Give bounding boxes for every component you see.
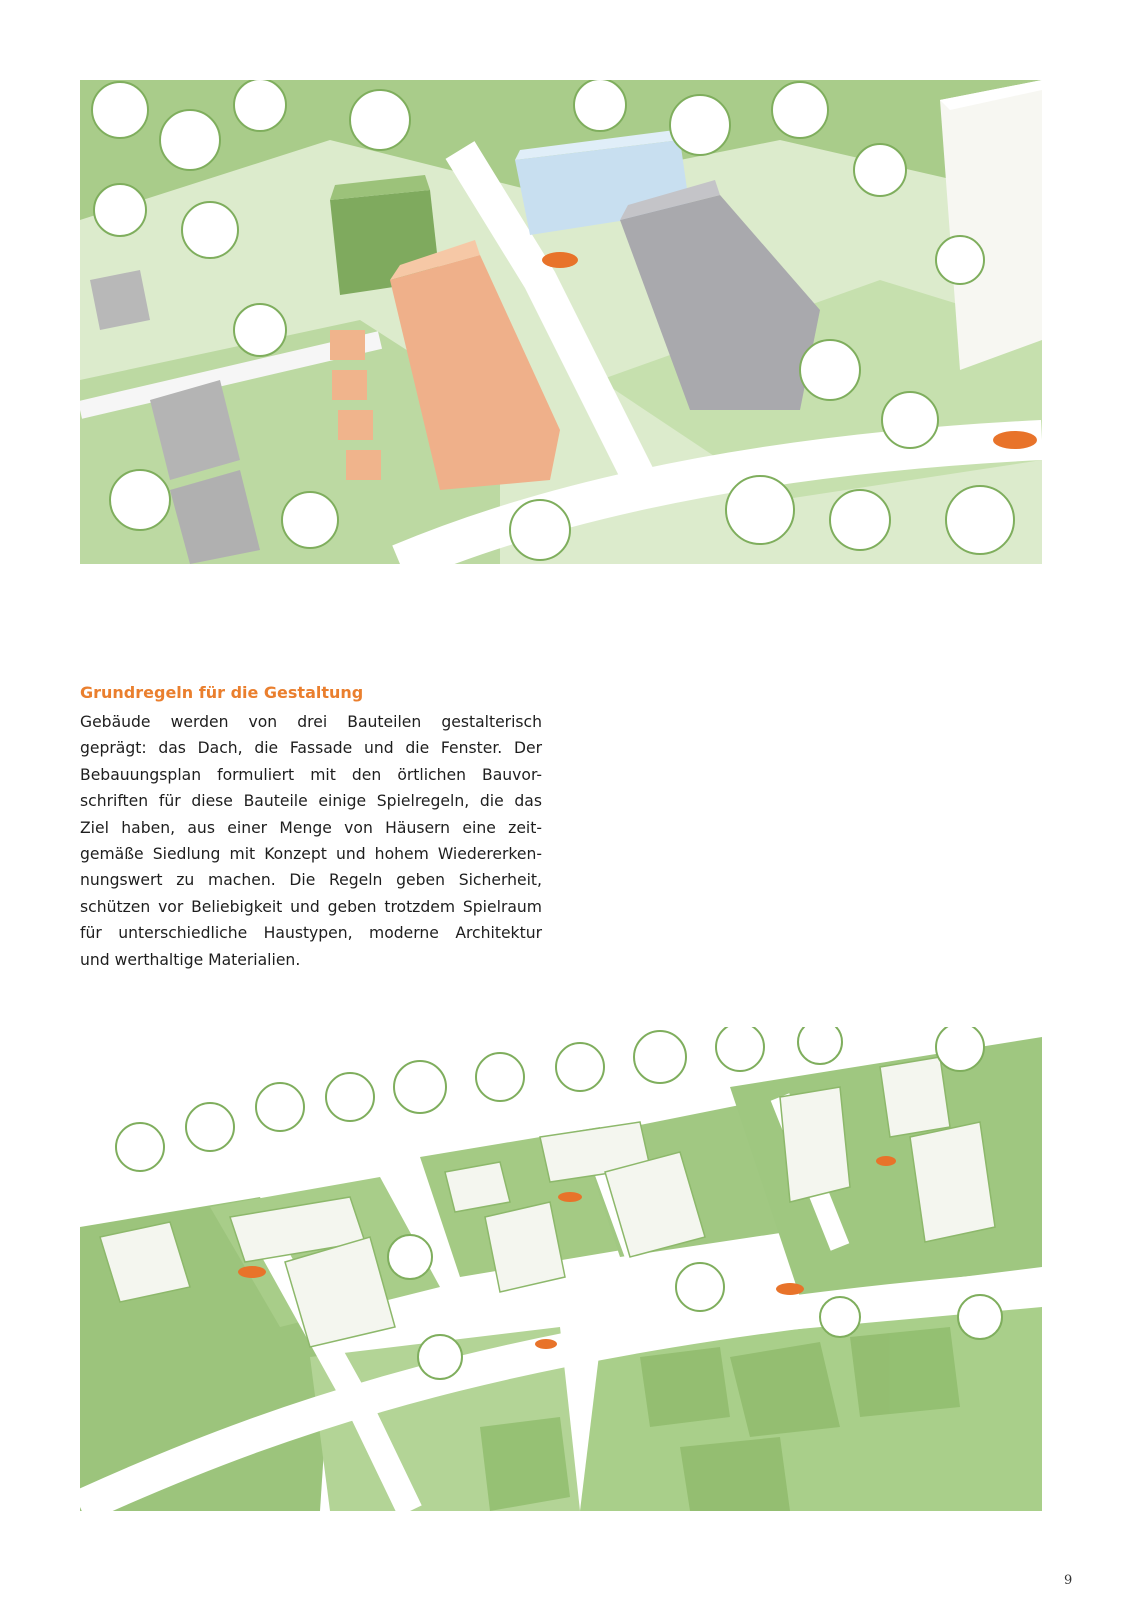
aerial-illustration-top xyxy=(80,80,1042,564)
paragraph-line: und werthaltige Materialien. xyxy=(80,950,301,969)
paragraph-line: schützen vor Beliebigkeit und geben trotzdem Spielraum xyxy=(80,897,542,916)
paragraph-line: für unterschiedliche Haustypen, moderne Architektur xyxy=(80,924,542,943)
paragraph-line: Gebäude werden von drei Bauteilen gestalterisch xyxy=(80,713,542,731)
paragraph-line: nungswert zu machen. Die Regeln geben Sicherheit, xyxy=(80,871,542,890)
section-heading: Grundregeln für die Gestaltung xyxy=(80,683,364,702)
body-paragraph xyxy=(80,709,542,973)
paragraph-line: gemäße Siedlung mit Konzept und hohem Wiedererken- xyxy=(80,845,542,864)
page-number: 9 xyxy=(1064,1573,1073,1588)
paragraph-line: schriften für diese Bauteile einige Spielregeln, die das xyxy=(80,792,542,811)
paragraph-line: geprägt: das Dach, die Fassade und die Fenster. Der xyxy=(80,739,542,758)
paragraph-line: Ziel haben, aus einer Menge von Häusern eine zeit- xyxy=(80,818,542,837)
text-section xyxy=(80,680,542,973)
paragraph-line: Bebauungsplan formuliert mit den örtlichen Bauvor- xyxy=(80,765,542,784)
aerial-illustration-bottom xyxy=(80,1027,1042,1511)
